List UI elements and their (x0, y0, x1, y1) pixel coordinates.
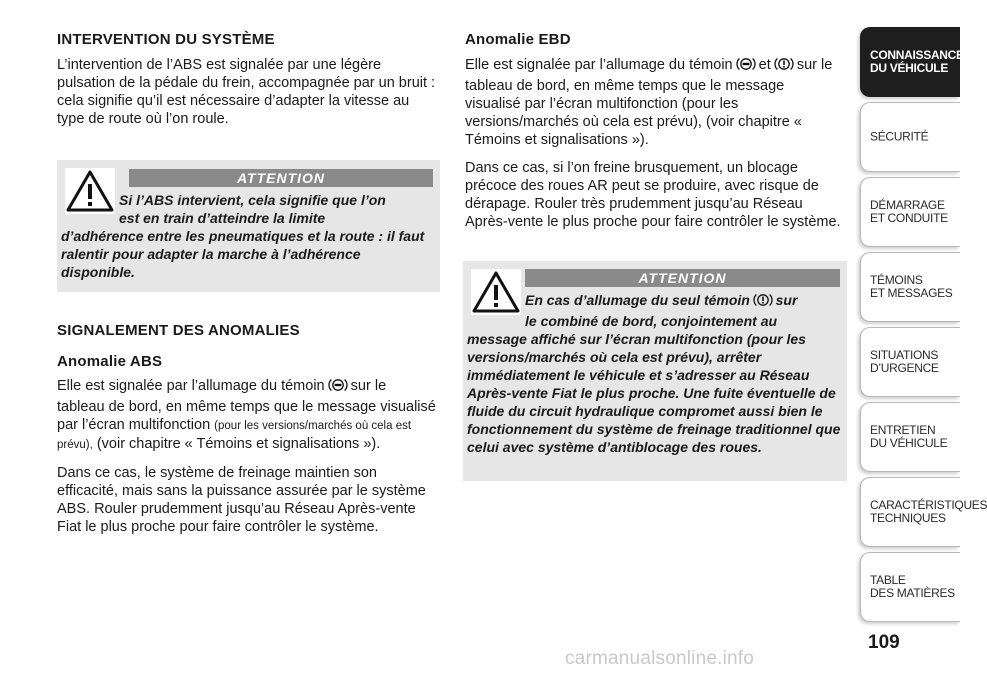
ebd-text-a: Elle est signalée par l’allumage du témoin (465, 57, 733, 73)
chapter-tab-label (870, 574, 958, 600)
abs-anomaly-text-a: Elle est signalée par l’allumage du témoin (57, 378, 325, 394)
brake-warning-light-icon (754, 292, 772, 312)
abs-anomaly-paragraph (57, 377, 437, 454)
section-title-intervention: INTERVENTION DU SYSTÈME (57, 31, 275, 48)
ebd-text-b: sur le tableau de bord, en même temps que le message visualisé par l’écran multifonction (pour les versions/marchés où cela est prévu), (voir chapitre « Témoins et signalisations »). (465, 57, 833, 148)
attention2-line-1 (467, 291, 843, 312)
chapter-tab-label-line-1: SÉCURITÉ (870, 129, 929, 144)
chapter-tab-0[interactable] (860, 27, 964, 97)
chapter-tab-3[interactable] (860, 252, 960, 322)
abs-anomaly-text-b: sur le tableau de bord, en même temps que le message visualisé par l’écran multifonction (57, 378, 436, 433)
chapter-tab-label-line-2: DU VÉHICULE (870, 436, 948, 450)
attention-text-ebd (467, 291, 843, 456)
chapter-tab-label-line-2: ET CONDUITE (870, 211, 948, 225)
chapter-tab-5[interactable] (860, 402, 960, 472)
chapter-tab-label-line-2: D’URGENCE (870, 361, 939, 375)
attention2-line-2: le combiné de bord, conjointement au (525, 313, 778, 329)
chapter-tab-7[interactable] (860, 552, 960, 622)
attention-text-abs (61, 191, 437, 281)
chapter-tab-6[interactable] (860, 477, 987, 547)
intervention-paragraph: L’intervention de l’ABS est signalée par une légère pulsation de la pédale du frein, accompagnée par un bruit : cela signifie qu’il est nécessaire d’adapter la vitesse au type de route où l’on roule. (57, 57, 436, 127)
chapter-tab-label-line-1: CARACTÉRISTIQUES (870, 498, 987, 512)
subtitle-ebd-anomaly: Anomalie EBD (465, 31, 571, 48)
attention-line-2: est en train d’atteindre la limite (119, 210, 326, 226)
chapter-tab-label (870, 349, 958, 375)
anomalies-section (57, 322, 437, 546)
chapter-tab-label-line-2: DU VÉHICULE (870, 61, 949, 75)
abs-anomaly-text-c: (voir chapitre « Témoins et signalisations »). (96, 436, 381, 452)
chapter-tab-label-line-2: TECHNIQUES (870, 511, 946, 525)
attention2-line-rest: message affiché sur l’écran multifonction (pour les versions/marchés où cela est prévu), arrêter immédiatement le véhicule et s’adresser au Réseau Après-vente Fiat le plus proche. Une fuite éventuelle de fluide du circuit hydraulique compromet aussi bien le fonctionnement du système de freinage traditionnel que celui avec système d’antiblocage des roues. (467, 331, 841, 455)
ebd-text-et: et (758, 57, 771, 73)
attention-line-rest: d’adhérence entre les pneumatiques et la route : il faut ralentir pour adapter la marche à l’adhérence disponible. (61, 228, 425, 280)
attention-box-ebd (463, 261, 847, 481)
chapter-tab-label (870, 274, 958, 300)
ebd-anomaly-paragraph-2: Dans ce cas, si l’on freine brusquement, un blocage précoce des roues AR peut se produire, avec risque de dérapage. Rouler très prudemment jusqu’au Réseau Après-vente le plus proche pour faire contrôler le système. (465, 160, 841, 230)
watermark: carmanualsonline.info (565, 648, 755, 669)
attention-line-1: Si l’ABS intervient, cela signifie que l’on (119, 192, 386, 208)
right-column (465, 31, 843, 241)
chapter-tab-label-line-1: CONNAISSANCE (870, 48, 964, 62)
chapter-tab-label (870, 424, 958, 450)
attention2-line-1b: sur (775, 292, 798, 308)
chapter-tab-label-line-1: TÉMOINS (870, 273, 923, 287)
attention-label-bar: ATTENTION (129, 169, 433, 187)
left-column (57, 31, 437, 138)
chapter-tab-label-line-2: DES MATIÈRES (870, 586, 955, 600)
page-number: 109 (868, 632, 900, 653)
abs-anomaly-small-text: (pour les versions/marchés où cela est prévu), (57, 420, 412, 451)
chapter-tab-label-line-2: ET MESSAGES (870, 286, 953, 300)
chapter-tab-label (870, 131, 958, 144)
chapter-tab-label-line-1: DÉMARRAGE (870, 198, 945, 212)
attention-box-abs (57, 160, 440, 292)
chapter-tab-label (870, 498, 987, 525)
abs-warning-light-icon (737, 56, 755, 77)
abs-anomaly-paragraph-2: Dans ce cas, le système de freinage maintien son efficacité, mais sans la puissance assurée par le système ABS. Rouler prudemment jusqu’au Réseau Après-vente Fiat le plus proche pour faire contrôler le système. (57, 465, 426, 535)
brake-warning-light-icon (775, 56, 793, 77)
chapter-tab-1[interactable] (860, 102, 960, 172)
chapter-tabs (860, 27, 987, 627)
ebd-anomaly-paragraph (465, 56, 843, 149)
section-title-anomalies: SIGNALEMENT DES ANOMALIES (57, 322, 300, 339)
subtitle-abs-anomaly: Anomalie ABS (57, 353, 163, 370)
abs-warning-light-icon (329, 377, 347, 398)
attention2-line-1a: En cas d’allumage du seul témoin (525, 292, 750, 308)
chapter-tab-2[interactable] (860, 177, 960, 247)
attention-label-bar: ATTENTION (525, 269, 840, 287)
chapter-tab-label-line-1: SITUATIONS (870, 348, 939, 362)
chapter-tab-label-line-1: TABLE (870, 573, 906, 587)
chapter-tab-label (870, 48, 964, 75)
chapter-tab-label-line-1: ENTRETIEN (870, 423, 936, 437)
chapter-tab-4[interactable] (860, 327, 960, 397)
chapter-tab-label (870, 199, 958, 225)
